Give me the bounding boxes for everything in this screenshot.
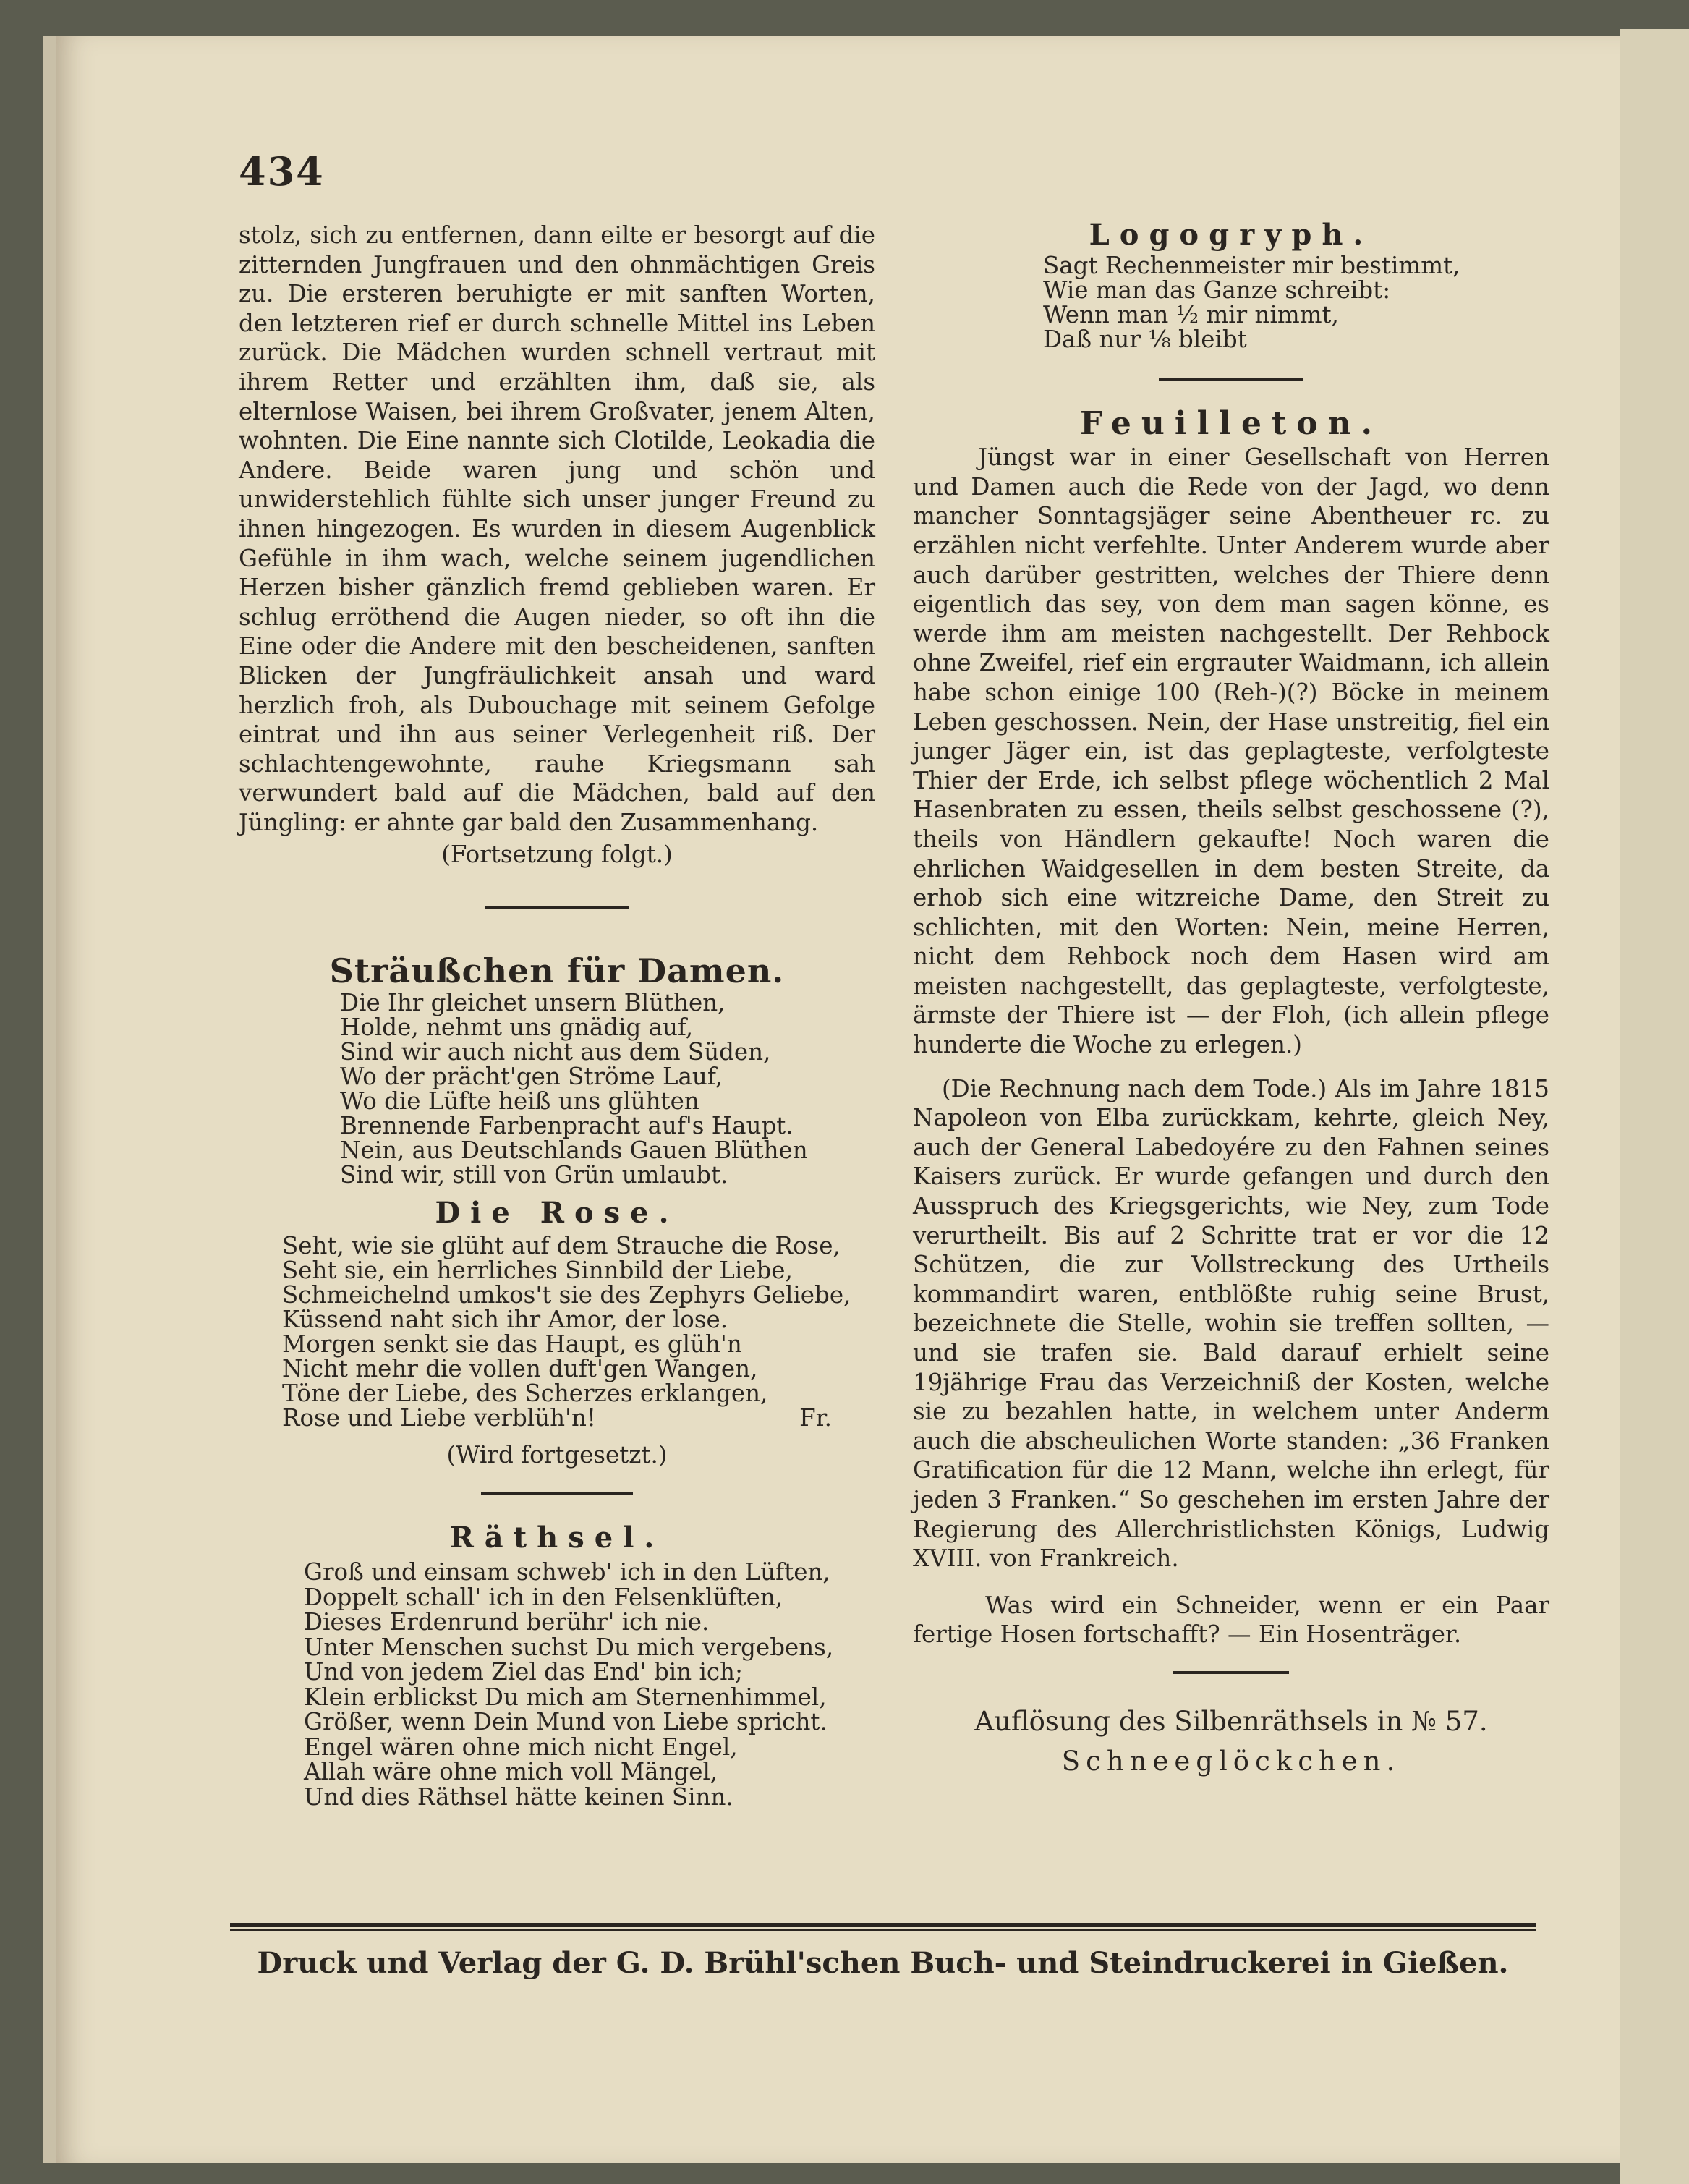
poem-line: Brennende Farbenpracht auf's Haupt. [340, 1111, 794, 1139]
poem-line: Wenn man ½ mir nimmt, [1043, 300, 1339, 328]
solution-line: Auflösung des Silbenräthsels in № 57. [974, 1705, 1488, 1737]
poem-line: Wo die Lüfte heiß uns glühten [340, 1087, 699, 1115]
section-rule [1159, 378, 1303, 381]
poem-line: Die Ihr gleichet unsern Blüthen, [340, 988, 726, 1016]
feuilleton-paragraph: (Die Rechnung nach dem Tode.) Als im Jahre 1815 Napoleon von Elba zurückkam, kehrte, gleich Ney, auch der General Labedoyére zu den Fahnen seines Kaisers zurück. Er wurde gefangen und durch den Ausspruch des Kriegsgerichts, wie Ney, zum Tode verurtheilt. Bis auf 2 Schritte trat er vor die 12 Schützen, die zur Vollstreckung des Urtheils kommandirt waren, entblößte ruhig seine Brust, bezeichnete die Stelle, wohin sie treffen sollten, — und sie trafen sie. Bald darauf erhielt seine 19jährige Frau das Verzeichniß der Kosten, welche sie zu bezahlen hatte, in welchem unter Anderm auch die abscheulichen Worte standen: „36 Franken Gratification für die 12 Mann, welche ihn erlegt, für jeden 3 Franken.“ So geschehen im ersten Jahre der Regierung des Allerchristlichsten Königs, Ludwig XVIII. von Frankreich. [913, 1074, 1549, 1573]
solution-word: Schneeglöckchen. [1061, 1745, 1401, 1777]
poem-line: Klein erblickst Du mich am Sternenhimmel, [304, 1683, 827, 1711]
section-rule [481, 1492, 633, 1495]
straeusschen-title: Sträußchen für Damen. [329, 951, 785, 991]
next-page-edge [1620, 29, 1689, 2184]
page-number: 434 [239, 148, 325, 195]
story-continuation: (Fortsetzung folgt.) [441, 841, 673, 869]
poem-line: Größer, wenn Dein Mund von Liebe spricht. [304, 1708, 828, 1736]
poem-line: Engel wären ohne mich nicht Engel, [304, 1733, 738, 1761]
rose-continuation: (Wird fortgesetzt.) [446, 1441, 668, 1469]
imprint: Druck und Verlag der G. D. Brühl'schen Buch- und Steindruckerei in Gießen. [257, 1946, 1509, 1980]
poem-line: Dieses Erdenrund berühr' ich nie. [304, 1608, 710, 1636]
poem-line: Sagt Rechenmeister mir bestimmt, [1043, 251, 1460, 279]
left-column [239, 221, 875, 1809]
poem-line: Holde, nehmt uns gnädig auf, [340, 1013, 694, 1041]
section-rule [1173, 1671, 1289, 1674]
poem-line: Doppelt schall' ich in den Felsenklüften, [304, 1583, 783, 1611]
poem-line: Küssend naht sich ihr Amor, der lose. [282, 1306, 728, 1334]
feuilleton-title: Feuilleton. [1080, 404, 1382, 442]
feuilleton-paragraph: Was wird ein Schneider, wenn er ein Paar fertige Hosen fortschafft? — Ein Hosenträger. [913, 1591, 1549, 1649]
poem-line: Sind wir auch nicht aus dem Süden, [340, 1037, 771, 1066]
logogryph-title: Logogryph. [1089, 218, 1374, 252]
rose-poem [282, 1233, 875, 1430]
footer-rule [230, 1923, 1536, 1927]
footer-rule-thin [230, 1929, 1536, 1931]
logogryph-poem [1043, 253, 1549, 352]
right-column [913, 218, 1549, 1777]
poem-line: Nicht mehr die vollen duft'gen Wangen, [282, 1355, 758, 1383]
rose-title: Die Rose. [435, 1195, 679, 1230]
poem-line: Wie man das Ganze schreibt: [1043, 276, 1391, 304]
story-paragraph: stolz, sich zu entfernen, dann eilte er besorgt auf die zitternden Jungfrauen und den ohnmächtigen Greis zu. Die ersteren beruhigte er mit sanften Worten, den letzteren rief er durch schnelle Mittel ins Leben zurück. Die Mädchen wurden schnell vertraut mit ihrem Retter und erzählten ihm, daß sie, als elternlose Waisen, bei ihrem Großvater, jenem Alten, wohnten. Die Eine nannte sich Clotilde, Leokadia die Andere. Beide waren jung und schön und unwiderstehlich fühlte sich unser junger Freund zu ihnen hingezogen. Es wurden in diesem Augenblick Gefühle in ihm wach, welche seinem jugendlichen Herzen bisher gänzlich fremd geblieben waren. Er schlug erröthend die Augen nieder, so oft ihn die Eine oder die Andere mit den bescheidenen, sanften Blicken der Jungfräulichkeit ansah und ward herzlich froh, als Dubouchage mit seinem Gefolge eintrat und ihn aus seiner Verlegenheit riß. Der schlachtengewohnte, rauhe Kriegsmann sah verwundert bald auf die Mädchen, bald auf den Jüngling: er ahnte gar bald den Zusammenhang. [239, 221, 875, 836]
poem-line: Nein, aus Deutschlands Gauen Blüthen [340, 1136, 808, 1164]
poem-line: Allah wäre ohne mich voll Mängel, [304, 1758, 718, 1786]
poem-line: Morgen senkt sie das Haupt, es glüh'n [282, 1330, 742, 1359]
feuilleton-paragraph: Jüngst war in einer Gesellschaft von Herren und Damen auch die Rede von der Jagd, wo denn mancher Sonntagsjäger seine Abentheuer rc. zu erzählen nicht verfehlte. Unter Anderem wurde aber auch darüber gestritten, welches der Thiere denn eigentlich das sey, von dem man sagen könne, es werde ihm am meisten nachgestellt. Der Rehbock ohne Zweifel, rief ein ergrauter Waidmann, ich allein habe schon einige 100 (Reh-)(?) Böcke in meinem Leben geschossen. Nein, der Hase unstreitig, fiel ein junger Jäger ein, ist das geplagteste, verfolgteste Thier der Erde, ich selbst pflege wöchentlich 2 Mal Hasenbraten zu essen, theils selbst geschossene (?), theils von Händlern gekaufte! Noch waren die ehrlichen Waidgesellen in dem besten Streite, da erhob sich eine witzreiche Dame, den Streit zu schlichten, mit den Worten: Nein, meine Herren, nicht dem Rehbock noch dem Hasen wird am meisten nachgestellt, das geplagteste, verfolgteste, ärmste der Thiere ist — der Floh, (ich allein pflege hunderte die Woche zu erlegen.) [913, 443, 1549, 1059]
poem-line: Rose und Liebe verblüh'n! [282, 1404, 596, 1432]
poem-line: Wo der prächt'gen Ströme Lauf, [340, 1062, 723, 1090]
poem-line: Daß nur ⅛ bleibt [1043, 325, 1247, 353]
poem-line: Groß und einsam schweb' ich in den Lüften, [304, 1558, 830, 1586]
poem-line: Schmeichelnd umkos't sie des Zephyrs Geliebe, [282, 1281, 851, 1309]
raethsel-title: Räthsel. [449, 1520, 665, 1555]
straeusschen-poem [340, 990, 875, 1187]
poem-line: Seht, wie sie glüht auf dem Strauche die Rose, [282, 1232, 841, 1260]
rose-signature: Fr. [799, 1404, 832, 1432]
poem-line: Töne der Liebe, des Scherzes erklangen, [282, 1380, 768, 1408]
poem-line: Und dies Räthsel hätte keinen Sinn. [304, 1783, 733, 1811]
section-rule [485, 906, 629, 909]
poem-line: Seht sie, ein herrliches Sinnbild der Liebe, [282, 1257, 793, 1285]
poem-line: Sind wir, still von Grün umlaubt. [340, 1160, 728, 1189]
poem-line: Unter Menschen suchst Du mich vergebens, [304, 1633, 834, 1661]
raethsel-poem [304, 1560, 875, 1809]
poem-line: Und von jedem Ziel das End' bin ich; [304, 1658, 743, 1686]
